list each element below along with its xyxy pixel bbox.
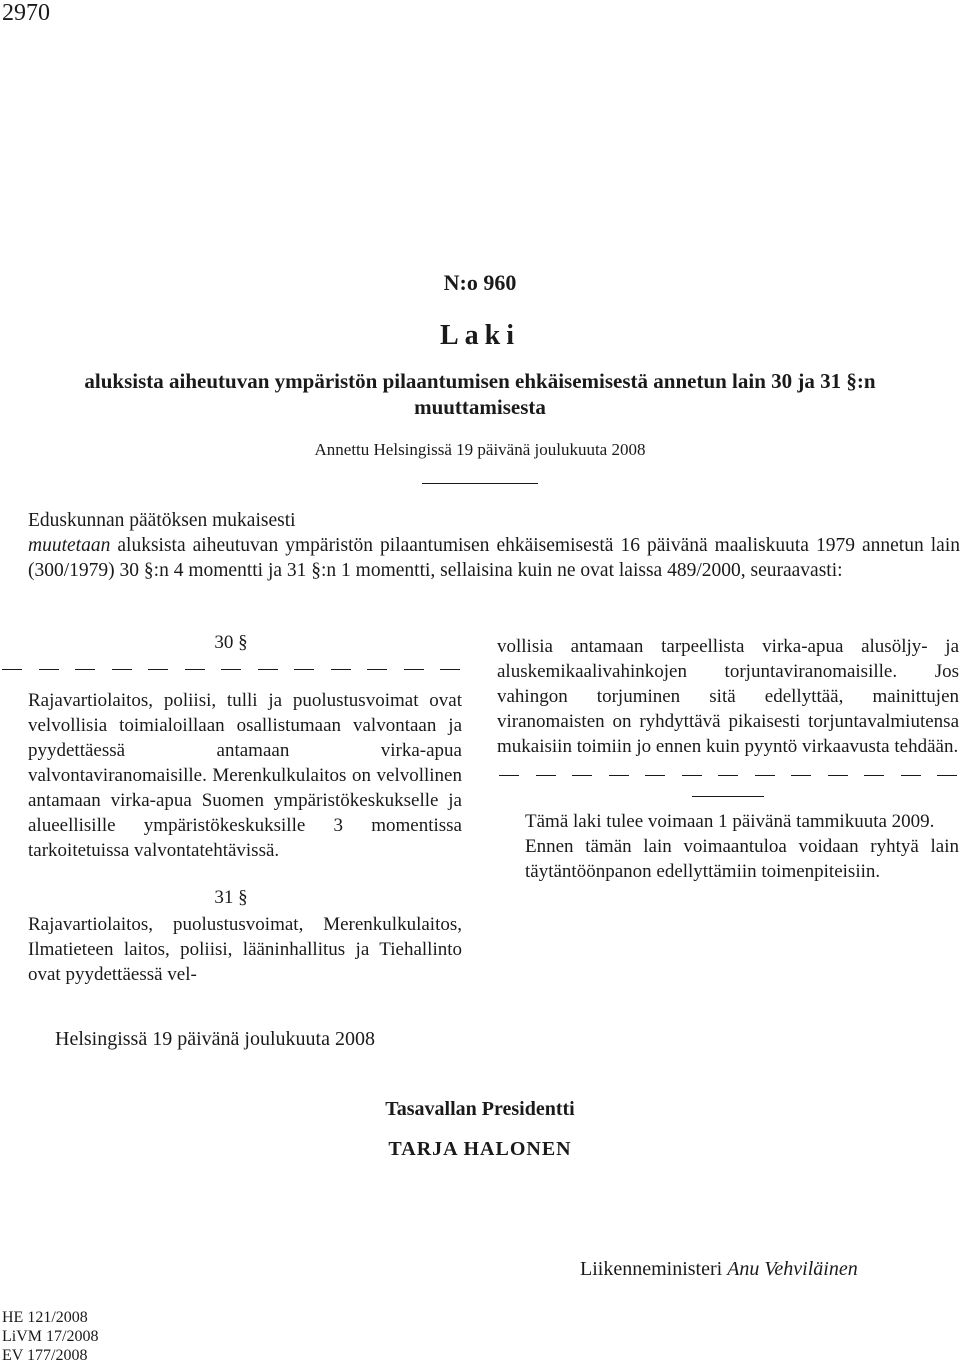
implementation-provision: Ennen tämän lain voimaantuloa voidaan ryhtyä lain täytäntöönpanon edellyttämiin toimenpiteisiin. xyxy=(525,836,959,882)
section-31-text-left: Rajavartiolaitos, puolustusvoimat, Merenkulkulaitos, Ilmatieteen laitos, poliisi, lääninhallitus ja Tiehallinto ovat pyydettäessä vel- xyxy=(28,914,462,985)
right-column xyxy=(497,634,959,884)
law-number: N:o 960 xyxy=(443,270,517,295)
intro-body xyxy=(0,533,960,583)
law-title: Laki xyxy=(439,320,521,351)
section-31-heading: 31 § xyxy=(214,887,248,908)
section-31-text-right: vollisia antamaan tarpeellista virka-apua alusöljy- ja aluskemikaalivahinkojen torjuntaviranomaisille. Jos vahingon torjuminen sitä edellyttää, mainittujen viranomaisten on ryhdyttävä pikaisesti torjuntavalmiutensa mukaisiin toimiin jo ennen kuin pyyntö virkaavusta tehdään. xyxy=(497,636,959,757)
given-date: Annettu Helsingissä 19 päivänä joulukuuta 2008 xyxy=(314,440,646,459)
left-column xyxy=(0,630,462,987)
signature-date: Helsingissä 19 päivänä joulukuuta 2008 xyxy=(55,1028,375,1050)
minister-title: Liikenneministeri xyxy=(580,1258,723,1280)
intro-rest: aluksista aiheutuvan ympäristön pilaantumisen ehkäisemisestä 16 päivänä maaliskuuta 1979 annetun lain (300/1979) 30 §:n 4 momentti ja 31 §:n 1 momentti, sellaisina kuin ne ovat laissa 489/2000, seuraavasti: xyxy=(28,535,960,581)
minister-signature xyxy=(580,1258,858,1281)
title-divider xyxy=(422,483,538,484)
reference-ev: EV 177/2008 xyxy=(2,1347,88,1364)
subtitle-line-1: aluksista aiheutuvan ympäristön pilaantumisen ehkäisemisestä annetun lain 30 ja 31 §:n xyxy=(84,369,876,393)
intro-line-1: Eduskunnan päätöksen mukaisesti xyxy=(28,510,296,531)
reference-livm: LiVM 17/2008 xyxy=(2,1328,99,1345)
omission-dashes xyxy=(2,657,460,682)
section-30-text: Rajavartiolaitos, poliisi, tulli ja puolustusvoimat ovat velvollisia toimialoillaan osallistumaan valvontaan ja pyydettäessä antamaan virka-apua valvontaviranomaisille. Merenkulkulaitos on velvollinen antamaan virka-apua Suomen ympäristökeskukselle ja alueellisille ympäristökeskuksille 3 momentissa tarkoitetuissa valvontatehtävissä. xyxy=(28,690,462,861)
reference-he: HE 121/2008 xyxy=(2,1309,88,1326)
section-30-heading: 30 § xyxy=(214,632,248,653)
omission-dashes-right xyxy=(499,763,957,788)
subtitle-line-2: muuttamisesta xyxy=(414,395,546,419)
entry-into-force: Tämä laki tulee voimaan 1 päivänä tammikuuta 2009. xyxy=(525,811,935,832)
intro-paragraph xyxy=(0,508,960,583)
legislative-references xyxy=(2,1308,98,1365)
page-number: 2970 xyxy=(2,0,50,26)
intro-emphasis: muutetaan xyxy=(28,535,111,556)
law-subtitle xyxy=(0,368,960,420)
minister-name: Anu Vehviläinen xyxy=(727,1258,858,1280)
section-divider xyxy=(692,796,764,797)
president-title: Tasavallan Presidentti xyxy=(385,1098,575,1120)
president-name: TARJA HALONEN xyxy=(388,1138,572,1160)
